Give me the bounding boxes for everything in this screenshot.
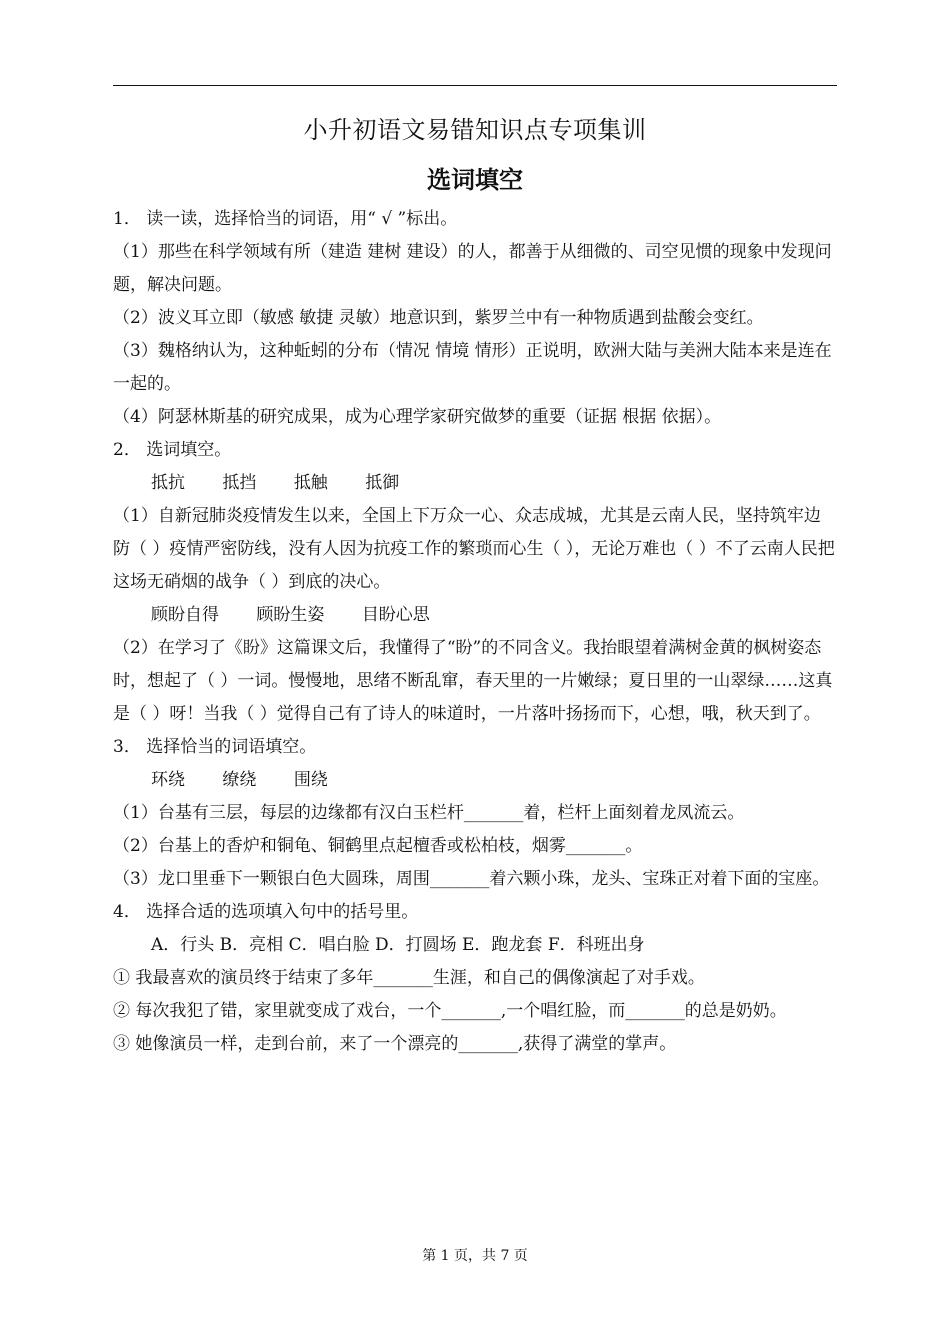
question-4-item: ① 我最喜欢的演员终于结束了多年_______生涯，和自己的偶像演起了对手戏。	[113, 968, 705, 988]
question-2-options-2	[113, 599, 837, 632]
page-number: 第 1 页，共 7 页	[422, 1248, 528, 1264]
question-3-options	[113, 764, 837, 797]
question-2-item: （1）自新冠肺炎疫情发生以来，全国上下万众一心、众志成城，尤其是云南人民，坚持筑牢边防（ ）疫情严密防线，没有人因为抗疫工作的繁琐而心生（ ），无论万难也（ ）不了云南人民把这场无硝烟的战争（ ）到底的决心。	[113, 506, 835, 592]
word-option: 抵抗	[151, 473, 185, 493]
word-option: 缭绕	[222, 770, 257, 790]
word-option: 顾盼生姿	[256, 605, 325, 625]
question-1-item: （3）魏格纳认为，这种蚯蚓的分布（情况 情境 情形）正说明，欧洲大陆与美洲大陆本来是连在一起的。	[113, 341, 832, 394]
word-option: 目盼心思	[361, 605, 430, 625]
question-2-item: （2）在学习了《盼》这篇课文后，我懂得了“盼”的不同含义。我抬眼望着满树金黄的枫树姿态时，想起了（ ）一词。慢慢地，思绪不断乱窜，春天里的一片嫩绿；夏日里的一山翠绿……这真是（ ）呀！当我（ ）觉得自己有了诗人的味道时，一片落叶扬扬而下，心想，哦，秋天到了。	[113, 638, 833, 724]
document-title: 小升初语文易错知识点专项集训	[303, 116, 647, 144]
word-option: 抵挡	[222, 473, 257, 493]
question-1-item: （2）波义耳立即（敏感 敏捷 灵敏）地意识到，紫罗兰中有一种物质遇到盐酸会变红。	[113, 308, 764, 328]
section-title: 选词填空	[427, 166, 523, 194]
question-2-options-1	[113, 467, 837, 500]
word-option: 顾盼自得	[151, 605, 219, 625]
word-option: 围绕	[293, 770, 328, 790]
question-1-item: （4）阿瑟林斯基的研究成果，成为心理学家研究做梦的重要（证据 根据 依据）。	[113, 407, 722, 427]
question-3-item: （1）台基有三层，每层的边缘都有汉白玉栏杆_______着，栏杆上面刻着龙凤流云。	[113, 803, 745, 823]
question-4-options: A．行头 B．亮相 C．唱白脸 D．打圆场 E．跑龙套 F．科班出身	[151, 935, 645, 955]
header-rule	[113, 85, 837, 86]
word-option: 抵触	[293, 473, 328, 493]
question-3-item: （2）台基上的香炉和铜龟、铜鹤里点起檀香或松柏枝，烟雾_______。	[113, 836, 643, 856]
question-4-item: ③ 她像演员一样，走到台前，来了一个漂亮的_______,获得了满堂的掌声。	[113, 1034, 677, 1054]
question-3-item: （3）龙口里垂下一颗银白色大圆珠，周围_______着六颗小珠，龙头、宝珠正对着下面的宝座。	[113, 869, 830, 889]
question-4-item: ② 每次我犯了错，家里就变成了戏台，一个_______,一个唱红脸，而_______的总是奶奶。	[113, 1001, 787, 1021]
question-2-stem: 2． 选词填空。	[113, 440, 232, 460]
word-option: 抵御	[365, 473, 400, 493]
document-body	[113, 203, 837, 1061]
question-1-stem: 1． 读一读，选择恰当的词语，用“ √ ”标出。	[113, 209, 458, 229]
question-1-item: （1）那些在科学领域有所（建造 建树 建设）的人，都善于从细微的、司空见惯的现象中发现问题，解决问题。	[113, 242, 832, 295]
question-4-stem: 4． 选择合适的选项填入句中的括号里。	[113, 902, 419, 922]
question-3-stem: 3． 选择恰当的词语填空。	[113, 737, 317, 757]
word-option: 环绕	[151, 770, 185, 790]
